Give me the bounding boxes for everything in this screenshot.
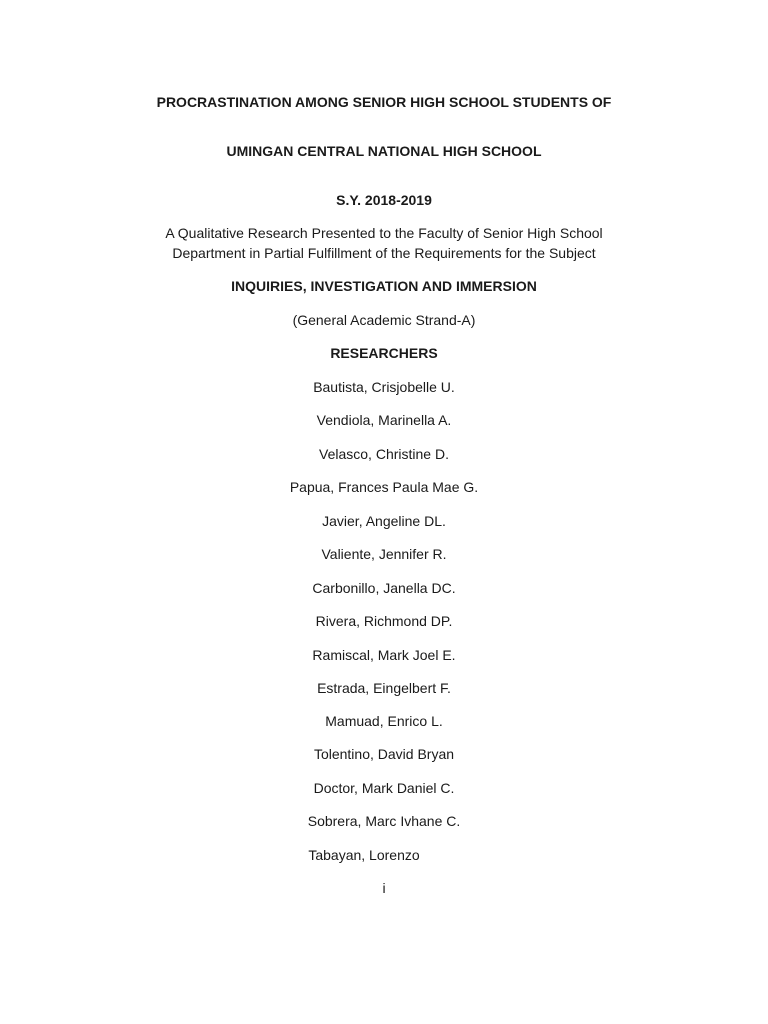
description-line-1: A Qualitative Research Presented to the Faculty of Senior High School <box>165 225 603 241</box>
page-number: i <box>382 880 386 896</box>
researchers-heading: RESEARCHERS <box>330 345 438 361</box>
researcher-name: Tolentino, David Bryan <box>313 746 455 762</box>
title-line-2: UMINGAN CENTRAL NATIONAL HIGH SCHOOL <box>226 143 542 159</box>
researcher-name: Mamuad, Enrico L. <box>325 713 443 729</box>
researcher-name: Ramiscal, Mark Joel E. <box>312 647 456 663</box>
researcher-name: Vendiola, Marinella A. <box>316 412 452 428</box>
researcher-name: Bautista, Crisjobelle U. <box>313 379 455 395</box>
researcher-name: Valiente, Jennifer R. <box>321 546 447 562</box>
researcher-name: Estrada, Eingelbert F. <box>317 680 451 696</box>
strand-label: (General Academic Strand-A) <box>292 312 476 328</box>
researcher-name: Javier, Angeline DL. <box>322 513 446 529</box>
description-line-2: Department in Partial Fulfillment of the Requirements for the Subject <box>172 245 596 261</box>
researcher-name: Carbonillo, Janella DC. <box>312 580 456 596</box>
subject-title: INQUIRIES, INVESTIGATION AND IMMERSION <box>231 278 537 294</box>
title-line-1: PROCRASTINATION AMONG SENIOR HIGH SCHOOL STUDENTS OF <box>156 94 612 110</box>
school-year: S.Y. 2018-2019 <box>336 192 432 208</box>
researcher-name: Rivera, Richmond DP. <box>315 613 453 629</box>
researcher-name: Sobrera, Marc Ivhane C. <box>307 813 461 829</box>
researcher-name: Papua, Frances Paula Mae G. <box>289 479 479 495</box>
researcher-name: Velasco, Christine D. <box>319 446 449 462</box>
researcher-name: Doctor, Mark Daniel C. <box>313 780 455 796</box>
researcher-name: Tabayan, Lorenzo <box>308 847 420 863</box>
